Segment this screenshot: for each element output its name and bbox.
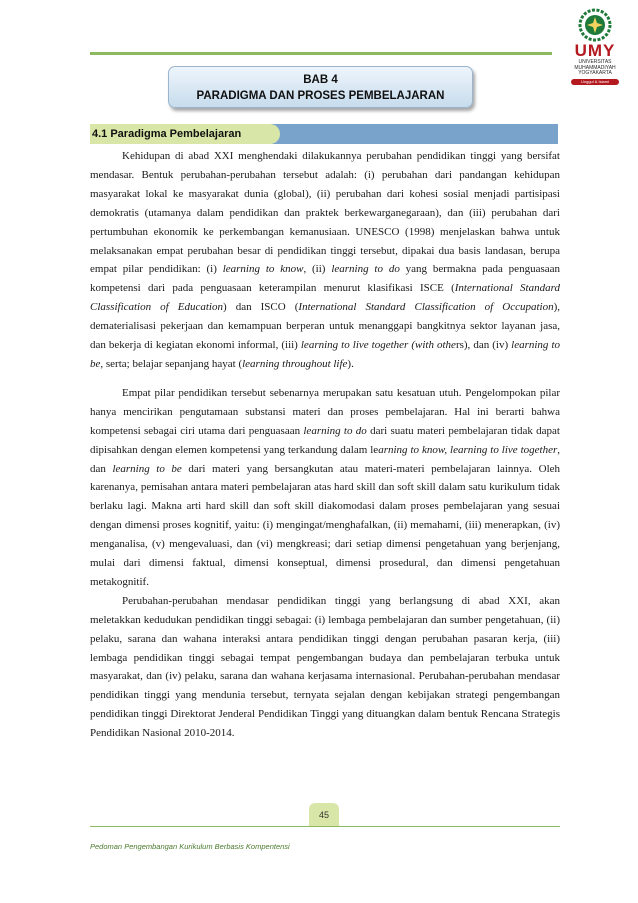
- chapter-number: BAB 4: [303, 74, 338, 86]
- text-run: ), dematerialisasi pekerjaan dan kemampuan berperan untuk menanggapi bangkitnya sektor layanan jasa, dan bekerja di kegiatan ekonomi informal, (iii): [90, 301, 560, 352]
- text-run: dari suatu materi pembelajaran tidak dapat dipisahkan dengan elemen kompetensi yang terkandung dalam le: [90, 424, 560, 456]
- paragraph: [90, 592, 560, 743]
- section-heading: 4.1 Paradigma Pembelajaran: [90, 124, 280, 144]
- chapter-banner: [168, 66, 473, 108]
- text-run: yang bermakna pada penguasaan kompetensi dari pada penguasaan keterampilan menurut klasifikasi ISCE (: [90, 263, 560, 295]
- logo-tagline: Unggul & Islami: [571, 79, 619, 85]
- paragraph: [90, 147, 560, 374]
- chapter-title: PARADIGMA DAN PROSES PEMBELAJARAN: [196, 90, 445, 102]
- body-text: [90, 147, 560, 743]
- italic-term: learning to do: [303, 424, 367, 437]
- header-rule: [90, 52, 552, 55]
- italic-term: learning to live together (with othe: [300, 339, 456, 352]
- text-run: Kehidupan di abad XXI menghendaki dilakukannya perubahan pendidikan tinggi yang bersifat mendasar. Bentuk perubahan-perubahan tersebut adalah: (i) perubahan dari pandangan kehidupan masyarakat lokal ke masyarakat dunia (global), (ii) perubahan dari kohesi sosial menjadi partisipasi demokratis (utamanya dalam pendidikan dan praktek berkewarganegaraan), dan (iii) perubahan dari pertumbuhan ekonomik ke perkembangan kemanusiaan. UNESCO (1998) menjelaskan bahwa untuk melaksanakan empat perubahan besar di pendidikan tinggi tersebut, dipakai dua basis landasan, berupa empat pilar pendidikan: (i): [90, 150, 560, 276]
- text-run: , serta; belajar sepanjang hayat (: [100, 357, 243, 370]
- italic-term: learning throughout life: [242, 357, 348, 370]
- italic-term: arning to know, learning to live together: [378, 443, 558, 456]
- text-run: dari materi yang bersangkutan atau materi-materi pembelajaran lainnya. Oleh karenanya, pemisahan antara materi pembelajaran atas hard skill dan soft skill dalam satu kurikulum tidak berlaku lagi. Makna arti hard skill dan soft skill diakomodasi dalam proses pembelajaran yang sesuai dengan dimensi proses kognitif, yaitu: (i) mengingat/menghafalkan, (ii) memahami, (iii) menerapkan, (iv) menganalisa, (v) mengevaluasi, dan (vi) mengkreasi; dari setiap dimensi pengetahuan yang berjenjang, mulai dari dimensi faktual, dimensi konseptual, dimensi prosedural, dan dimensi pengetahuan metakognitif.: [90, 462, 561, 588]
- paragraph: [90, 384, 560, 592]
- italic-term: learning to be: [112, 462, 182, 475]
- text-run: ).: [347, 357, 354, 370]
- text-run: rs), dan (iv): [455, 339, 512, 352]
- umy-emblem-icon: [578, 8, 612, 42]
- text-run: ) dan ISCO (: [222, 301, 299, 314]
- footer-rule: [90, 826, 560, 827]
- italic-term: learning to do: [331, 263, 400, 276]
- footer-document-title: Pedoman Pengembangan Kurikulum Berbasis Kompentensi: [90, 842, 290, 851]
- italic-term: learning to be: [90, 339, 560, 370]
- text-run: , (ii): [303, 263, 332, 276]
- italic-term: International Standard Classification of Occupation: [298, 301, 554, 314]
- italic-term: International Standard Classification of Education: [90, 282, 560, 314]
- text-run: Empat pilar pendidikan tersebut sebenarnya merupakan satu kesatuan utuh. Pengelompokan pilar hanya mencirikan pengutamaan substansi materi dan proses pembelajaran. Hal ini berarti bahwa kompetensi sebagai ciri utama dari penguasaan: [90, 386, 560, 437]
- logo-name: UMY: [574, 41, 616, 60]
- italic-term: learning to know: [222, 263, 304, 276]
- logo-subtitle: UNIVERSITAS MUHAMMADIYAH YOGYAKARTA: [574, 59, 616, 76]
- page-number: 45: [309, 803, 339, 827]
- text-run: Perubahan-perubahan mendasar pendidikan tinggi yang berlangsung di abad XXI, akan meletakkan kedudukan pendidikan tinggi sebagai: (i) lembaga pembelajaran dan sumber pengetahuan, (ii) pelaku, sarana dan wahana interaksi antara pendidikan tinggi dengan perubahan pasaran kerja, (iii) lembaga pendidikan tinggi sebagai tempat pengembangan budaya dan pembelajaran terbuka untuk masyarakat, dan (iv) pelaku, sarana dan wahana kerjasama internasional. Perubahan-perubahan mendasar pendidikan tinggi yang mendunia tersebut, ternyata sejalan dengan kebijakan strategi pengembangan pendidikan tinggi Direktorat Jenderal Pendidikan Tinggi yang dituangkan dalam bentuk Rencana Strategis Pendidikan Nasional 2010-2014.: [90, 594, 560, 740]
- university-logo: [558, 8, 632, 98]
- text-run: , dan: [90, 443, 561, 475]
